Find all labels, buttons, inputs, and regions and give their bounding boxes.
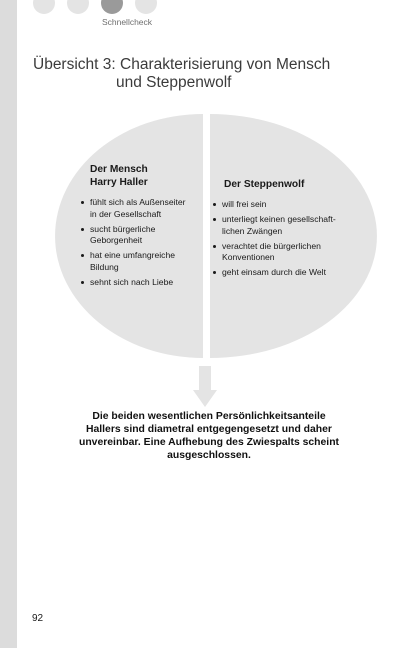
list-item [212,214,362,237]
mensch-heading [90,163,190,189]
conclusion-line: Die beiden wesentlichen Persönlichkeitsanteile [92,411,326,422]
title-line-1: Übersicht 3: Charakterisierung von Mensch [33,56,331,73]
list-item [80,197,190,220]
page-number: 92 [32,613,44,624]
list-item-text: verachtet die bürgerlichen [222,240,321,251]
conclusion-line: Hallers sind diametral entgegengesetzt und daher [86,424,332,435]
left-margin-strip [0,0,17,648]
page-title [33,56,393,92]
list-item [80,250,190,273]
list-item-text: fühlt sich als Außenseiter [90,197,186,207]
chapter-dot-2[interactable] [67,0,89,14]
list-item-text: Geborgenheit [90,235,143,245]
conclusion-line: unvereinbar. Eine Aufhebung des Zwiespalts scheint [78,437,339,448]
list-item [80,277,190,289]
list-item [212,199,362,211]
list-item [212,241,362,264]
list-item-text: Konventionen [222,252,275,262]
steppenwolf-column [212,178,362,282]
list-item-text: lichen Zwängen [222,225,283,236]
mensch-heading-line-1: Der Mensch [90,164,148,175]
list-item-text: geht einsam durch die Welt [222,267,326,277]
chapter-dot-active[interactable] [101,0,123,14]
section-label: Schnellcheck [101,17,153,27]
list-item-text: unterliegt keinen gesellschaft- [222,214,336,224]
mensch-column [80,163,190,292]
chapter-dot-4[interactable] [135,0,157,14]
list-item-text: hat eine umfangreiche [90,250,176,260]
down-arrow-icon [193,366,217,413]
list-item [212,267,362,279]
title-line-2: und Steppenwolf [116,74,232,91]
list-item [80,224,190,247]
chapter-dot-1[interactable] [33,0,55,14]
mensch-trait-list [80,197,190,288]
conclusion-text [68,410,350,462]
conclusion-line: ausgeschlossen. [167,450,251,461]
list-item-text: Bildung [90,261,119,272]
mensch-heading-line-2: Harry Haller [90,177,148,188]
steppenwolf-trait-list [212,199,362,279]
list-item-text: sucht bürgerliche [90,223,156,234]
list-item-text: will frei sein [222,199,267,209]
list-item-text: in der Gesellschaft [90,208,162,219]
list-item-text: sehnt sich nach Liebe [90,276,174,287]
steppenwolf-heading: Der Steppenwolf [224,179,305,190]
